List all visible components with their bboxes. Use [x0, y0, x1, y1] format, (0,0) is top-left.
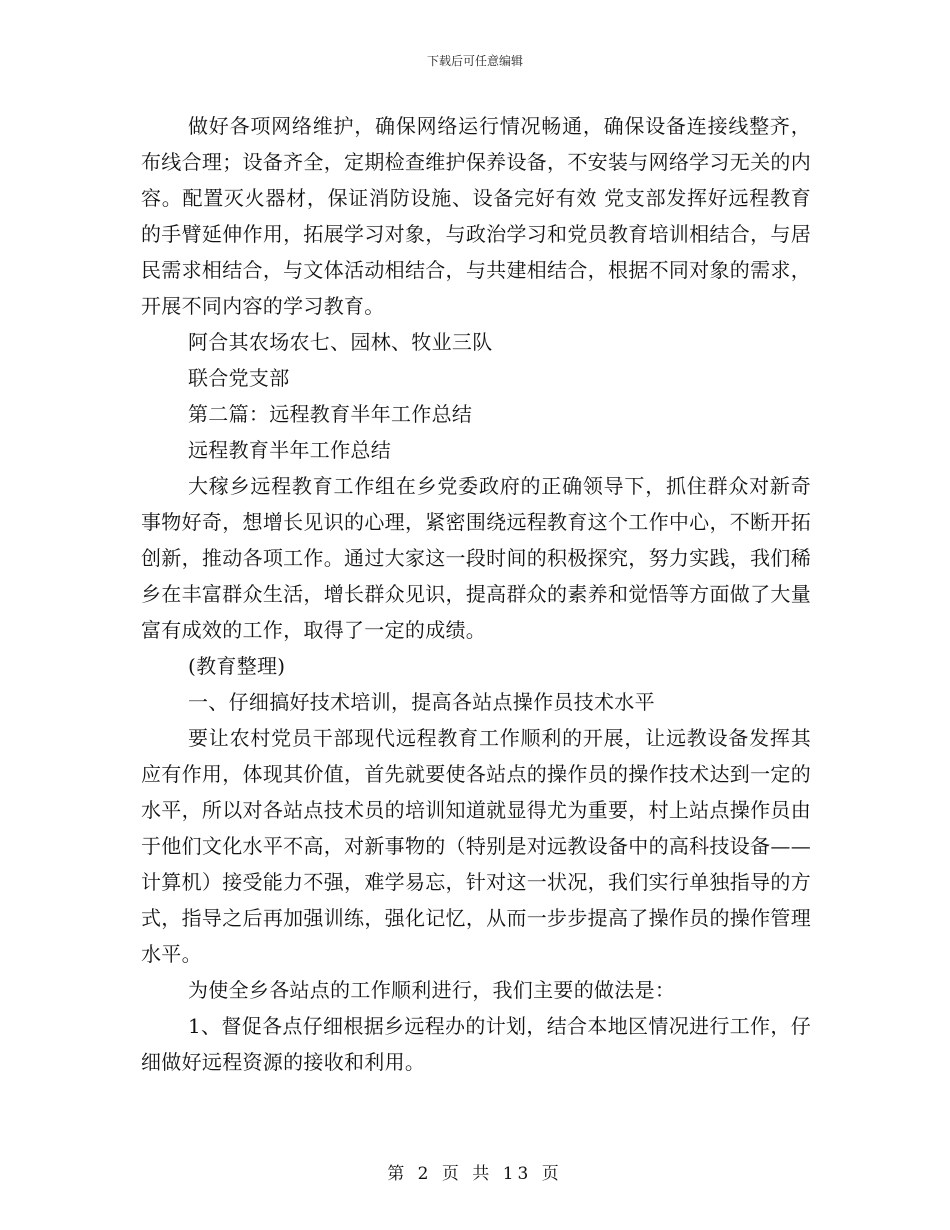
paragraph-signature-farm: 阿合其农场农七、园林、牧业三队 [188, 330, 493, 354]
section-title: 第二篇：远程教育半年工作总结 [188, 402, 473, 426]
paragraph-training-detail: 要让农村党员干部现代远程教育工作顺利的开展，让远教设备发挥其应有作用，体现其价值，首先就要使各站点的操作员的操作技术达到一定的水平，所以对各站点技术员的培训知道就显得尤为重要，村上站点操作员由于他们文化水平不高，对新事物的（特别是对远教设备中的高科技设备——计算机）接受能力不强，难学易忘，针对这一状况，我们实行单独指导的方式，指导之后再加强训练，强化记忆，从而一步步提高了操作员的操作管理水平。 [141, 726, 811, 966]
paragraph-intro: 大稼乡远程教育工作组在乡党委政府的正确领导下，抓住群众对新奇事物好奇，想增长见识的心理，紧密围绕远程教育这个工作中心，不断开拓创新，推动各项工作。通过大家这一段时间的积极探究，努力实践，我们稀乡在丰富群众生活，增长群众见识，提高群众的素养和觉悟等方面做了大量富有成效的工作，取得了一定的成绩。 [141, 474, 811, 642]
paragraph-methods-intro: 为使全乡各站点的工作顺利进行，我们主要的做法是： [188, 978, 676, 1002]
page-header: 下载后可任意编辑 [426, 54, 523, 68]
paragraph-network-maintenance: 做好各项网络维护，确保网络运行情况畅通，确保设备连接线整齐，布线合理；设备齐全，定期检查维护保养设备，不安装与网络学习无关的内容。配置灭火器材，保证消防设施、设备完好有效 党支部发挥好远程教育的手臂延伸作用，拓展学习对象，与政治学习和党员教育培训相结合，与居民需求相结合，与文体活动相结合，与共建相结合，根据不同对象的需求，开展不同内容的学习教育。 [141, 114, 811, 318]
section-subtitle: 远程教育半年工作总结 [188, 438, 391, 462]
paragraph-method-1: 1、督促各点仔细根据乡远程办的计划，结合本地区情况进行工作，仔细做好远程资源的接收和利用。 [141, 1014, 811, 1074]
page-number-footer: 第 2 页 共 13 页 [387, 1164, 563, 1184]
paragraph-note: (教育整理) [188, 654, 286, 678]
heading-technical-training: 一、仔细搞好技术培训，提高各站点操作员技术水平 [188, 690, 655, 714]
paragraph-signature-branch: 联合党支部 [188, 366, 290, 390]
document-body [141, 108, 811, 1080]
